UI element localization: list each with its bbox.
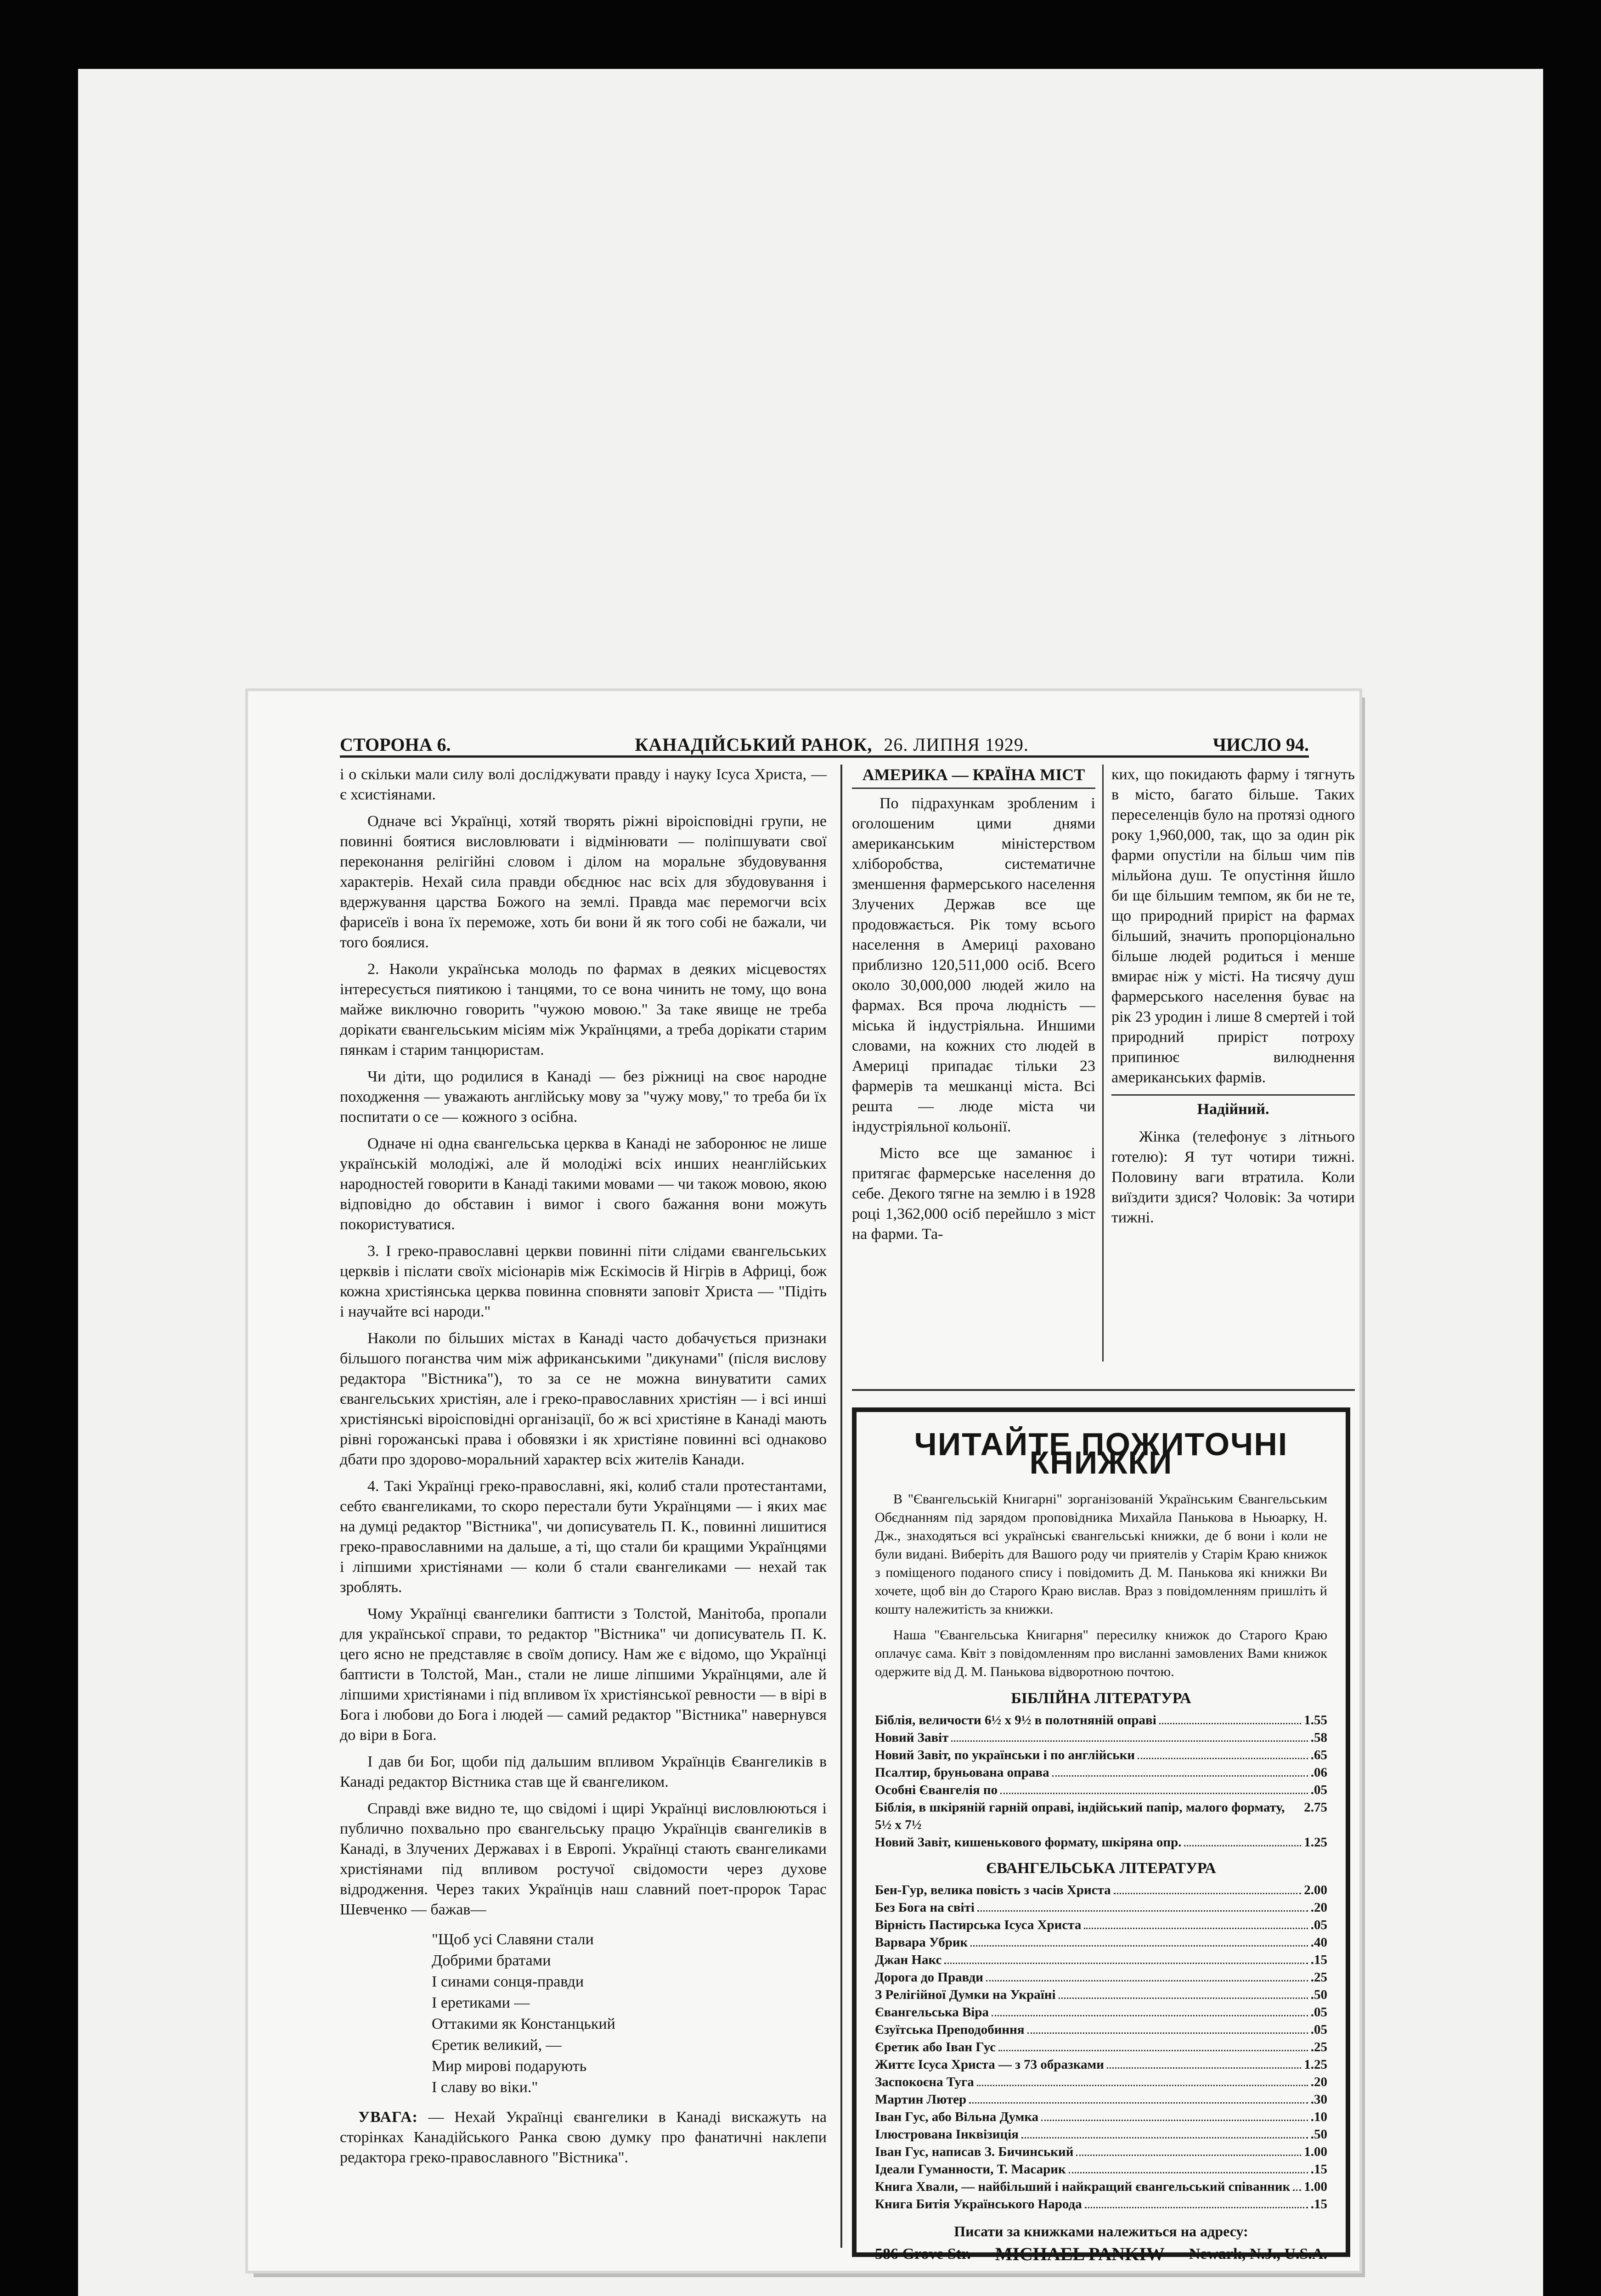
article-paragraph: 2. Наколи українська молодь по фармах в деяких місцевостях інтересується пиятикою і танцями, то се вона чинить не тому, що вона майже виключно говорить "чужою мовою." За таке явище не треба дорікати євангельським місіям між Українцями, а треба дорікати старим пянкам і старим танцюристам.: [340, 961, 827, 1058]
notice-label: УВАГА:: [358, 2109, 418, 2126]
gospel-literature-list: [875, 1881, 1327, 2213]
book-title: Євангельська Віра: [875, 2005, 989, 2020]
leader-dots: [1159, 1711, 1301, 1724]
leader-dots: [977, 2073, 1308, 2086]
book-price: 1.25: [1304, 1835, 1327, 1850]
article-paragraph: Наколи по більших містах в Канаді часто добачується признаки більшого поганства чим між африканськими "дикунами" (після висловy редактора "Вістника"), то за се не можна винуватити самих євангельських христіян, але і греко-православних христіян — і всі инші христіянські віроісповідні організації, бо ж всі христіяне в Канаді мають рівні горожанські права і обовязки і як христіяне повинні всі однаково дбати про здорово-моральний характер всіх жителів Канади.: [340, 1330, 827, 1468]
proprietor-name: MICHAEL PANKIW: [995, 2244, 1165, 2264]
book-price: .05: [1310, 1918, 1327, 1932]
leader-dots: [986, 1969, 1308, 1981]
left-column: [340, 765, 827, 2168]
issue-number: ЧИСЛО 94.: [1212, 734, 1309, 755]
article-paragraph: Справді вже видно те, що свідомі і щирі Українці висловлюються і публично похвально про євангельську працю Українців євангеликів в Канаді, в Злучених Державах і в Европі. Українці стають євангеликами христіянами під впливом ростучої свідомости через духове відродження. Через таких Українців наш славний поет-пророк Тарас Шевченко — бажав—: [340, 1800, 827, 1918]
bible-literature-list: [875, 1711, 1327, 1851]
verse-line: І еретиками —: [432, 1994, 530, 2011]
price-row: [875, 2038, 1327, 2056]
leader-dots: [1027, 2021, 1308, 2034]
leader-dots: [1184, 1834, 1301, 1846]
leader-dots: [1052, 1764, 1308, 1777]
book-title: Джан Накс: [875, 1953, 942, 1967]
book-title: Новий Завіт, кишенькового формату, шкіряна опр.: [875, 1835, 1182, 1850]
price-row: [875, 2143, 1327, 2161]
leader-dots: [1041, 2108, 1308, 2121]
masthead-name: КАНАДІЙСЬКИЙ РАНОК,: [635, 734, 873, 755]
book-price: .10: [1310, 2110, 1327, 2124]
column-divider: [1102, 765, 1104, 1362]
book-title: Ілюстрована Інквізиція: [875, 2127, 1019, 2142]
ad-intro: В "Євангельській Книгарні" зорганізованій Українським Євангельським Обєднанням під зарядом проповідника Михайла Панькова в Ньюарку, Н. Дж., знаходяться всі українські євангельські книжки, де б вони і коли не були видані. Виберіть для Вашого роду чи приятелів у Старім Краю книжок з поміщеного поданого спису і повідомить Д. М. Панькова які книжки Ви хочете, щоб він до Старого Краю вислав. Враз з повідомленням пришліть й кошту належитість за книжки.: [875, 1491, 1327, 1617]
book-price: .50: [1310, 1987, 1327, 2002]
middle-column: [852, 765, 1095, 1251]
notice-paragraph: [340, 2107, 827, 2168]
book-title: Біблія, величости 6½ х 9½ в полотняній оправі: [875, 1713, 1156, 1728]
right-column: [1111, 765, 1355, 1234]
list-heading-gospel: ЄВАНГЕЛЬСЬКА ЛІТЕРАТУРА: [986, 1860, 1216, 1877]
price-row: [875, 1934, 1327, 1951]
price-row: [875, 2003, 1327, 2021]
article-paragraph: Чи діти, що родилися в Канаді — без ріжниці на своє народне походження — уважають англійську мову за "чужу мову," то треба би їх поспитати о се — кожного з осібна.: [340, 1068, 827, 1125]
leader-dots: [992, 2003, 1308, 2016]
newspaper-page: [248, 691, 1359, 2271]
price-row: [875, 2161, 1327, 2178]
ad-shipping-note: Наша "Євангельська Книгарня" пересилку книжок до Старого Краю оплачує сама. Квіт з повідомленням про висланні замовлених Вами книжок одержите від Д. М. Панькова відворотною почтою.: [875, 1627, 1327, 1679]
book-price: .50: [1310, 2127, 1327, 2142]
verse-line: "Щоб усі Славяни стали: [432, 1931, 594, 1948]
ad-headline: ЧИТАЙТЕ ПОЖИТОЧНІ КНИЖКИ: [914, 1426, 1288, 1480]
article-paragraph: і о скільки мали силу волі досліджувати правду і науку Ісуса Христа, — є хсистіянами.: [340, 766, 827, 803]
price-row: [875, 2108, 1327, 2126]
price-row: [875, 2073, 1327, 2091]
article-title: АМЕРИКА — КРАЇНА МІСТ: [852, 765, 1095, 789]
price-row: [875, 1729, 1327, 1746]
price-row: [875, 1746, 1327, 1764]
book-title: Бен-Гур, велика повість з часів Христа: [875, 1883, 1111, 1897]
book-title: Іван Гус, написав З. Бичинський: [875, 2144, 1074, 2159]
price-row: [875, 1881, 1327, 1899]
book-price: .05: [1310, 1783, 1327, 1797]
book-price: .15: [1310, 2162, 1327, 2177]
price-row: [875, 1951, 1327, 1969]
verse-line: І синами сонця-правди: [432, 1973, 584, 1990]
book-title: Заспокоєна Туга: [875, 2075, 974, 2089]
leader-dots: [1021, 2126, 1308, 2138]
article-paragraph: По підрахункам зробленим і оголошеним цими днями американським міністерством хліборобства, систематичне зменшення фармерського населення Злучених Держав все ще продовжається. Рік тому всього населення в Америці раховано приблизно 120,511,000 осіб. Всего около 30,000,000 людей жило на фармах. Вся проча людність — міська й індустріяльна. Иншими словами, на кожних сто людей в Америці припадає тільки 23 фармерів та мешканці міста. Всі решта — люде міста чи індустріяльної кольонії.: [852, 795, 1095, 1135]
price-row: [875, 1711, 1327, 1729]
verse-line: І славу во віки.": [432, 2079, 538, 2096]
leader-dots: [1138, 1746, 1308, 1759]
book-price: .05: [1310, 2005, 1327, 2020]
newspaper-title: [451, 734, 1212, 755]
notice-text: — Нехай Українці євангелики в Канаді вискажуть на сторінках Канадійського Ранка свою думку про фанатичні наклепи редактора греко-православного "Вістника".: [340, 2109, 827, 2166]
list-heading-bible: БІБЛІЙНА ЛІТЕРАТУРА: [1011, 1690, 1191, 1707]
price-row: [875, 2091, 1327, 2108]
verse-line: Мир мирові подарують: [432, 2058, 587, 2075]
book-price: .30: [1310, 2092, 1327, 2107]
order-address-label: Писати за книжками належиться на адресу:: [954, 2223, 1248, 2240]
leader-dots: [944, 1951, 1308, 1964]
verse-line: Добрими братами: [432, 1952, 551, 1969]
book-title: Книга Битія Українського Народа: [875, 2197, 1082, 2212]
book-advertisement: [852, 1407, 1350, 2264]
leader-dots: [1107, 2056, 1301, 2069]
book-title: Біблія, в шкіряній гарній оправі, індійський папір, малого формату, 5½ х 7½: [875, 1800, 1285, 1832]
book-price: .25: [1310, 1970, 1327, 1985]
book-price: .40: [1310, 1935, 1327, 1950]
book-price: .05: [1310, 2022, 1327, 2037]
price-row: [875, 1781, 1327, 1799]
book-title: Варвара Убрик: [875, 1935, 968, 1950]
shevchenko-verse: [432, 1929, 827, 2098]
book-title: Новий Завіт: [875, 1730, 949, 1745]
verse-line: Єретик великий, —: [432, 2037, 562, 2054]
price-row: [875, 2178, 1327, 2195]
leader-dots: [1085, 2195, 1308, 2208]
leader-dots: [969, 2091, 1308, 2104]
price-row: [875, 1986, 1327, 2003]
leader-dots: [1000, 1781, 1308, 1794]
book-price: .25: [1310, 2040, 1327, 2054]
leader-dots: [1293, 2178, 1301, 2191]
price-row: [875, 2126, 1327, 2143]
page-header: [340, 728, 1309, 758]
book-title: З Релігійної Думки на Україні: [875, 1987, 1056, 2002]
article-paragraph: 3. І греко-православні церкви повинні піти слідами євангельських церквів і післати своїх місіонарів між Ескімосів й Нігрів в Африці, бож кожна христіянська церква повинна сповняти заповіт Христа — "Підіть і научайте всі народи.": [340, 1243, 827, 1320]
book-title: Без Бога на світі: [875, 1900, 975, 1915]
book-price: .58: [1310, 1730, 1327, 1745]
article-paragraph: Одначе всі Українці, хотяй творять ріжні віроісповідні групи, не повинні боятися висловлювати і відмінювати — поліпшувати свої переконання релігійні словом і ділом на моральне збудовування характерів. Нехай сила правди обєднює нас всіх для збудовування і вдержування царства Божого на землі. Правда має перемогчи всіх фарисеїв і вона їх переможе, хоть би вони й як того собі не бажали, чи того боялися.: [340, 813, 827, 951]
book-title: Ідеали Гуманности, Т. Масарик: [875, 2162, 1066, 2177]
leader-dots: [1076, 2143, 1301, 2156]
book-title: Життє Ісуса Христа — з 73 образками: [875, 2057, 1104, 2072]
issue-date: 26. ЛИПНЯ 1929.: [884, 734, 1029, 755]
book-title: Вірність Пастирська Ісуса Христа: [875, 1918, 1082, 1932]
book-title: Книга Хвали, — найбільший і найкращий євангельський співанник: [875, 2179, 1291, 2194]
leader-dots: [1069, 2161, 1308, 2173]
book-title: Дорога до Правди: [875, 1970, 983, 1985]
leader-dots: [1114, 1881, 1302, 1894]
leader-dots: [998, 2038, 1308, 2051]
price-row: [875, 1899, 1327, 1916]
book-title: Особні Євангелія по: [875, 1783, 998, 1797]
price-row: [875, 1834, 1327, 1851]
book-price: .20: [1310, 2075, 1327, 2089]
article-paragraph: Чому Українці євангелики баптисти з Толстой, Манітоба, пропали для української справи, то редактор "Вістника" чи дописуватель П. К. цего ясно не представляє в своїм допису. Нам же є відомо, що Українці баптисти в Толстой, Ман., стали не лише ліпшими Українцями, але й ліпшими христіянами і під впливом їх христіянської ревности — в вірі в Бога і любови до Бога і людей — самий редактор "Вістника" навернувся до віри в Бога.: [340, 1605, 827, 1744]
book-price: 1.00: [1304, 2179, 1327, 2194]
article-paragraph: І дав би Бог, щоби під дальшим впливом Українців Євангеликів в Канаді редактор Вістника став ще й євангеликом.: [340, 1753, 827, 1790]
article-paragraph: Одначе ні одна євангельська церква в Канаді не заборонює не лише українській молодіжі, але й молодіжі всіх инших неанглійських народностей говорити в Канаді такими мовами — чи також мовою, якою відповідно до обставин і вимог і свого бажання вони можуть покористуватися.: [340, 1135, 827, 1233]
price-row: [875, 2195, 1327, 2213]
joke-title: Надійний.: [1111, 1094, 1355, 1122]
price-row: [875, 1916, 1327, 1934]
leader-dots: [951, 1729, 1308, 1742]
verse-line: Оттакими як Констанцький: [432, 2015, 615, 2032]
book-title: Єретик або Іван Гус: [875, 2040, 996, 2054]
price-row: [875, 2056, 1327, 2073]
article-paragraph: Місто все ще заманює і притягає фармерське населення до себе. Декого тягне на землю і в 1928 році 1,362,000 осіб перейшло з міст на фарми. Та-: [852, 1145, 1095, 1243]
section-rule: [852, 1389, 1355, 1391]
book-price: 2.75: [1304, 1800, 1327, 1815]
book-title: Іван Гус, або Вільна Думка: [875, 2110, 1039, 2124]
street-address: 586 Grove Str.: [875, 2245, 971, 2262]
book-price: .65: [1310, 1748, 1327, 1762]
price-row: [875, 2021, 1327, 2038]
book-price: 1.55: [1304, 1713, 1327, 1728]
book-price: .06: [1310, 1765, 1327, 1780]
book-price: 1.00: [1304, 2144, 1327, 2159]
leader-dots: [1059, 1986, 1308, 1999]
leader-dots: [1084, 1916, 1308, 1929]
book-price: .15: [1310, 1953, 1327, 1967]
price-row: [875, 1799, 1327, 1834]
leader-dots: [970, 1934, 1308, 1947]
leader-dots: [977, 1899, 1308, 1912]
book-price: .15: [1310, 2197, 1327, 2212]
column-divider: [840, 765, 842, 2248]
page-number: СТОРОНА 6.: [340, 734, 451, 755]
order-address: [875, 2245, 1327, 2263]
book-price: 2.00: [1304, 1883, 1327, 1897]
book-price: 1.25: [1304, 2057, 1327, 2072]
book-title: Єзуїтська Преподобиння: [875, 2022, 1025, 2037]
book-price: .20: [1310, 1900, 1327, 1915]
book-title: Мартин Лютер: [875, 2092, 967, 2107]
price-row: [875, 1764, 1327, 1781]
book-title: Псалтир, бруньована оправа: [875, 1765, 1049, 1780]
price-row: [875, 1969, 1327, 1986]
book-title: Новий Завіт, по українськи і по англійськи: [875, 1748, 1135, 1762]
article-paragraph: 4. Такі Українці греко-православні, які, колиб стали протестантами, себто євангеликами, то скоро перестали бути Українцями — і яких має на думці редактор "Вістника", чи дописуватель П. К., повинні лишитися греко-православними на дальше, а ті, що стали би кращими Українцями і ліпшими христіянами — коли б стали євангеликами — нехай так зроблять.: [340, 1478, 827, 1596]
article-paragraph: ких, що покидають фарму і тягнуть в місто, багато більше. Таких переселенців було на протязі одного року 1,960,000, так, що за один рік фарми опустіли на більш чим пів мільйона душ. Те опустіння йшло би ще більшим темпом, як би не те, що природний приріст на фармах більший, значить пропорціонально більше людей родиться і менше вмирає ніж у місті. На тисячу душ фармерського населення буває на рік 23 уродин і лише 8 смертей і той природний приріст потроху припинює вилюднення американських фармів.: [1111, 766, 1355, 1086]
joke-text: Жінка (телефонує з літнього готелю): Я тут чотири тижні. Половину ваги втратила. Коли виїздити здися? Чоловік: За чотири тижні.: [1111, 1128, 1355, 1226]
city-address: Newark, N.J., U.S.A.: [1189, 2245, 1327, 2262]
